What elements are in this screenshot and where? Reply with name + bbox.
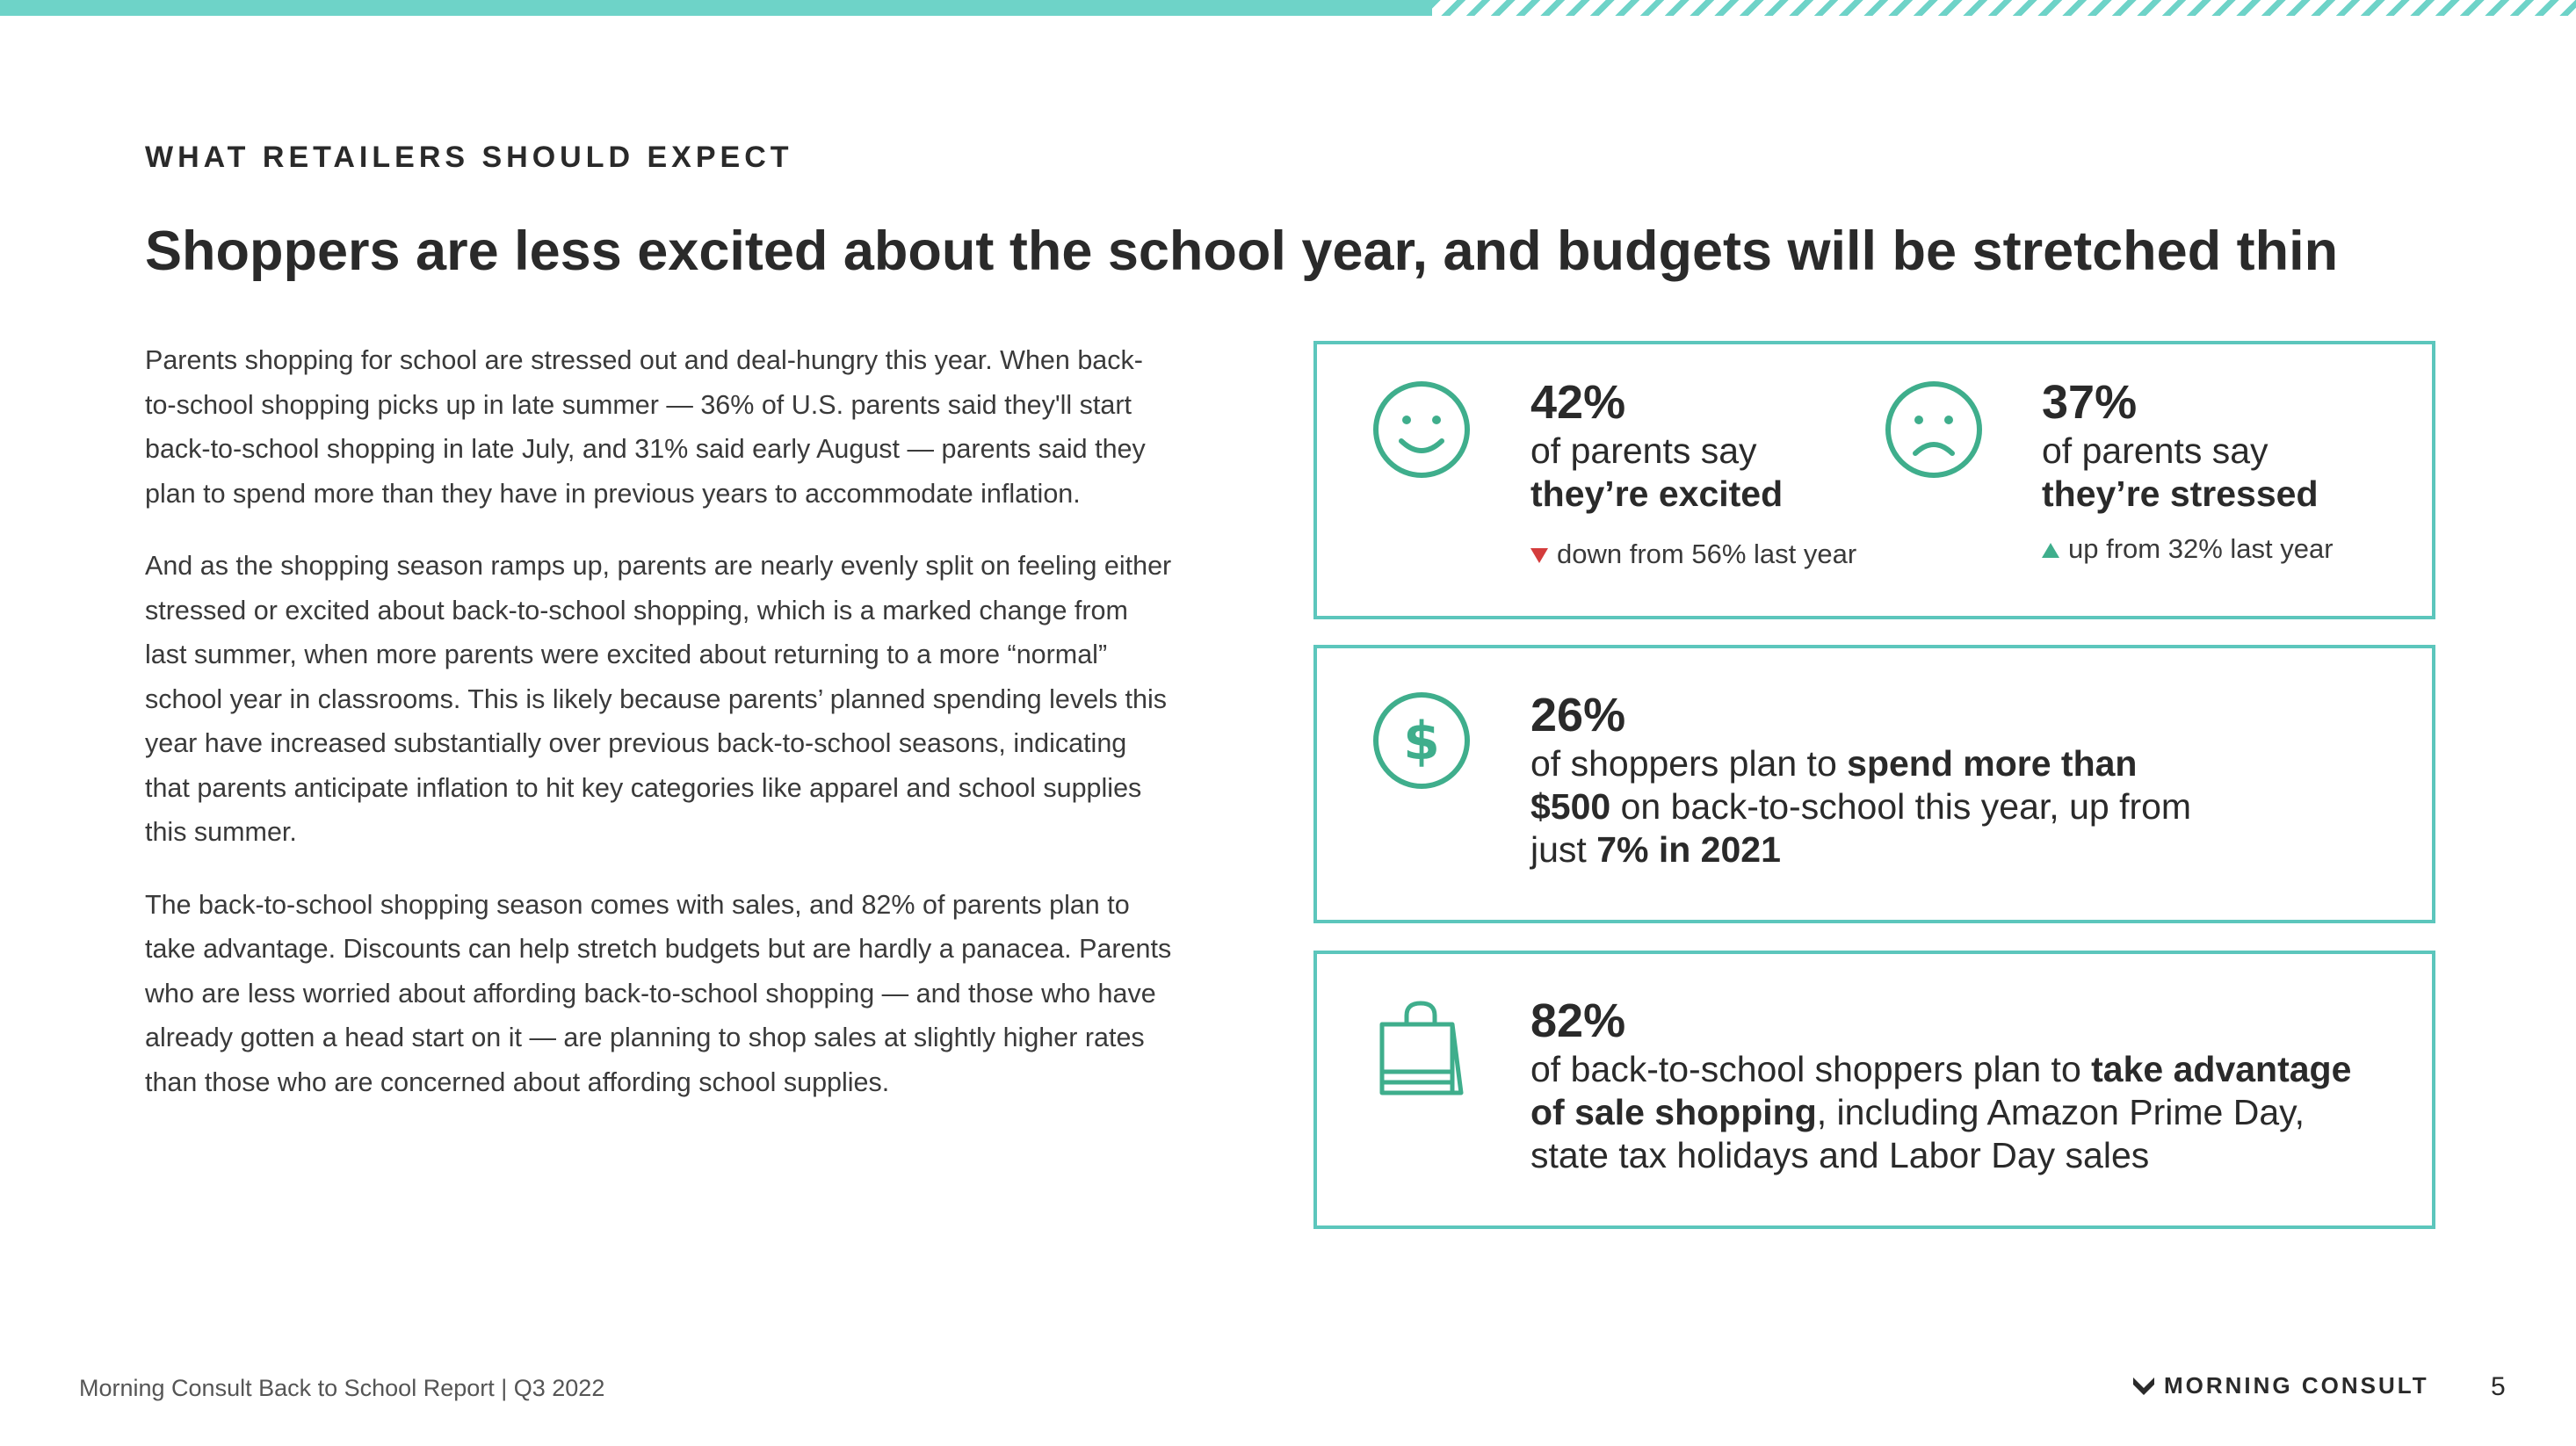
stat-sales (1530, 994, 2418, 1177)
stat-stressed-line1: of parents say (2042, 430, 2268, 471)
footer-report-title: Morning Consult Back to School Report | Q3 2022 (79, 1375, 605, 1401)
stat-sales-line2 (1530, 1091, 2418, 1134)
smile-face-icon (1371, 380, 1472, 480)
stat-spend-line3 (1530, 828, 2409, 871)
stat-spend-bold-3: 7% in 2021 (1596, 829, 1781, 870)
page-number: 5 (2491, 1372, 2506, 1401)
stat-excited-line1: of parents say (1530, 430, 1757, 471)
stat-sales-line3: state tax holidays and Labor Day sales (1530, 1135, 2150, 1175)
stat-excited-line2: they’re excited (1530, 474, 1784, 514)
stat-spend-line1 (1530, 742, 2409, 785)
body-text-column (145, 338, 1173, 1132)
stat-spend-value: 26% (1530, 689, 1626, 741)
paragraph-1: Parents shopping for school are stressed out and deal-hungry this year. When back-to-school shopping picks up in late summer — 36% of U.S. parents said they'll start back-to-school shopping in late July, and 31% said early August — parents said they plan to spend more than they have in previous years to accommodate inflation. (145, 345, 1146, 509)
stat-spend-text-1: of shoppers plan to (1530, 743, 1848, 784)
stat-card-spending (1313, 645, 2435, 923)
stat-sales-bold-2: of sale shopping (1530, 1092, 1817, 1132)
stat-stressed-line2: they’re stressed (2042, 474, 2319, 514)
stat-stressed (2042, 375, 2334, 565)
morning-consult-logo-icon (2131, 1374, 2157, 1399)
stat-spend-bold-1: spend more than (1847, 743, 2138, 784)
down-triangle-icon (1530, 548, 1548, 563)
stat-sales-line1 (1530, 1048, 2418, 1091)
stat-spend-text-3: just (1530, 829, 1597, 870)
stat-stressed-change-text: up from 32% last year (2068, 533, 2334, 564)
stat-sales-text-2: , including Amazon Prime Day, (1816, 1092, 2305, 1132)
stat-sales-text-1: of back-to-school shoppers plan to (1530, 1049, 2092, 1089)
stat-sales-value: 82% (1530, 994, 1626, 1047)
up-triangle-icon (2042, 543, 2059, 558)
paragraph-3: The back-to-school shopping season comes with sales, and 82% of parents plan to take advantage. Discounts can help stretch budgets but are hardly a panacea. Parents who are less worried about affording back-to-school shopping — and those who have already gotten a head start on it — are planning to shop sales at slightly higher rates than those who are concerned about affording school supplies. (145, 889, 1172, 1097)
paragraph-2: And as the shopping season ramps up, parents are nearly evenly split on feeling either stressed or excited about back-to-school shopping, which is a marked change from last summer, when more parents were excited about returning to a more “normal” school year in classrooms. This is likely because parents’ planned spending levels this year have increased substantially over previous back-to-school seasons, indicating that parents anticipate inflation to hit key categories like apparel and school supplies this summer. (145, 551, 1172, 847)
page-headline: Shoppers are less excited about the school year, and budgets will be stretched thin (145, 221, 2339, 282)
stat-card-sentiment (1313, 341, 2435, 619)
section-kicker: WHAT RETAILERS SHOULD EXPECT (145, 141, 793, 174)
stat-excited-change-text: down from 56% last year (1557, 539, 1857, 569)
brand-name: MORNING CONSULT (2164, 1372, 2429, 1399)
top-hatch-pattern (1432, 0, 2576, 16)
svg-text:$: $ (1403, 711, 1440, 772)
stat-excited-change (1530, 539, 1856, 570)
stat-spend-bold-2: $500 (1530, 786, 1611, 827)
frown-face-icon (1884, 380, 1984, 480)
dollar-circle-icon (1371, 690, 1472, 791)
stat-spend-text-2: on back-to-school this year, up from (1610, 786, 2192, 827)
stat-stressed-value: 37% (2042, 376, 2138, 429)
stat-spend (1530, 688, 2409, 871)
shopping-bag-icon (1377, 998, 1466, 1100)
stat-spend-line2 (1530, 785, 2409, 828)
stat-sales-bold-1: take advantage (2091, 1049, 2352, 1089)
stat-excited-value: 42% (1530, 376, 1626, 429)
stat-card-sales (1313, 951, 2435, 1229)
stat-stressed-change (2042, 533, 2334, 565)
stat-excited (1530, 375, 1856, 570)
brand-logo (2131, 1372, 2429, 1399)
